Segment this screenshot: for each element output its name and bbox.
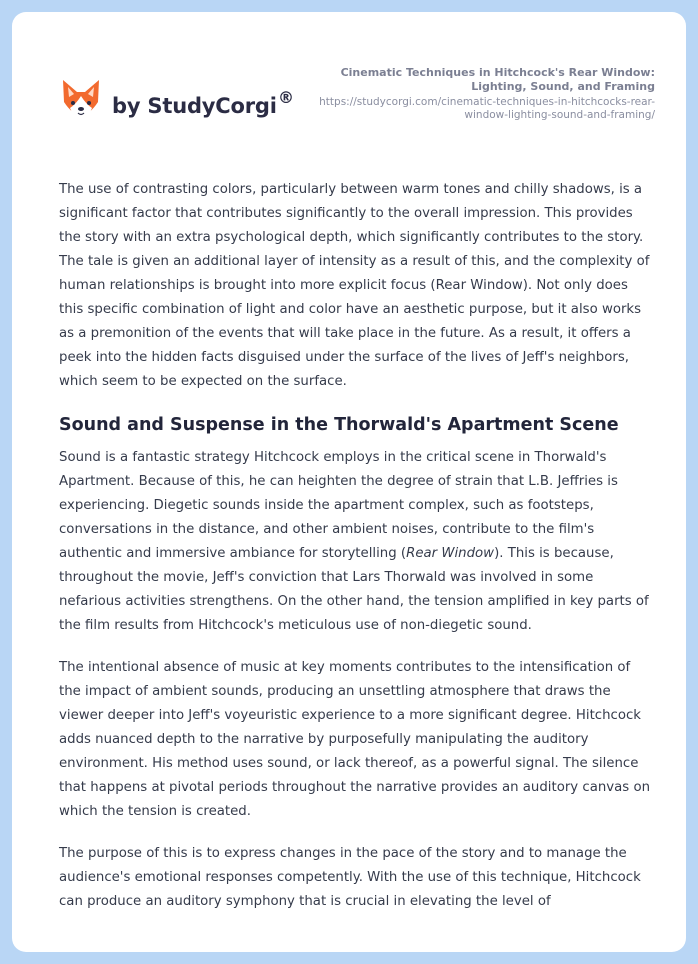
- document-body: [59, 178, 653, 932]
- document-meta: [295, 66, 655, 122]
- studycorgi-logo[interactable]: [60, 76, 310, 132]
- paragraph-2-italic-title: Rear Window: [406, 546, 495, 561]
- logo-text: by StudyCorgi: [112, 94, 277, 118]
- paragraph-2-part-b: ). This is because, throughout the movie, Jeff's conviction that Lars Thorwald was involved in some nefarious activities strengthens. On the other hand, the tension amplified in key parts of the film results from Hitchcock's meticulous use of non-diegetic sound.: [59, 546, 649, 633]
- paragraph-4: The purpose of this is to express changes in the pace of the story and to manage the audience's emotional responses competently. With the use of this technique, Hitchcock can produce an auditory symphony that is crucial in elevating the level of: [59, 846, 641, 909]
- page-header: [12, 12, 686, 162]
- paragraph-3: The intentional absence of music at key moments contributes to the intensification of the impact of ambient sounds, producing an unsettling atmosphere that draws the viewer deeper into Jeff's voyeuristic experience to a more significant degree. Hitchcock adds nuanced depth to the narrative by purposefully manipulating the auditory environment. His method uses sound, or lack thereof, as a powerful signal. The silence that happens at pivotal periods throughout the narrative provides an auditory canvas on which the tension is created.: [59, 660, 651, 819]
- paragraph-2: [59, 446, 653, 638]
- document-title: Cinematic Techniques in Hitchcock's Rear Window: Lighting, Sound, and Framing: [340, 66, 655, 93]
- paragraph-1: The use of contrasting colors, particularly between warm tones and chilly shadows, is a significant factor that contributes significantly to the overall impression. This provides the story with an extra psychological depth, which significantly contributes to the story. The tale is given an additional layer of intensity as a result of this, and the complexity of human relationships is brought into more explicit focus (Rear Window). Not only does this specific combination of light and color have an aesthetic purpose, but it also works as a premonition of the events that will take place in the future. As a result, it offers a peek into the hidden facts disguised under the surface of the lives of Jeff's neighbors, which seem to be expected on the surface.: [59, 182, 650, 389]
- corgi-logo-icon: [60, 78, 102, 124]
- registered-mark: ®: [278, 88, 294, 107]
- paragraph-2-part-a: Sound is a fantastic strategy Hitchcock employs in the critical scene in Thorwald's Apartment. Because of this, he can heighten the degree of strain that L.B. Jeffries is experiencing. Diegetic sounds inside the apartment complex, such as footsteps, conversations in the distance, and other ambient noises, contribute to the film's authentic and immersive ambiance for storytelling (: [59, 450, 618, 561]
- document-page: [12, 12, 686, 952]
- section-heading: Sound and Suspense in the Thorwald's Apartment Scene: [59, 415, 619, 435]
- document-url[interactable]: https://studycorgi.com/cinematic-techniques-in-hitchcocks-rear-window-lighting-sound-and-framing/: [319, 96, 655, 121]
